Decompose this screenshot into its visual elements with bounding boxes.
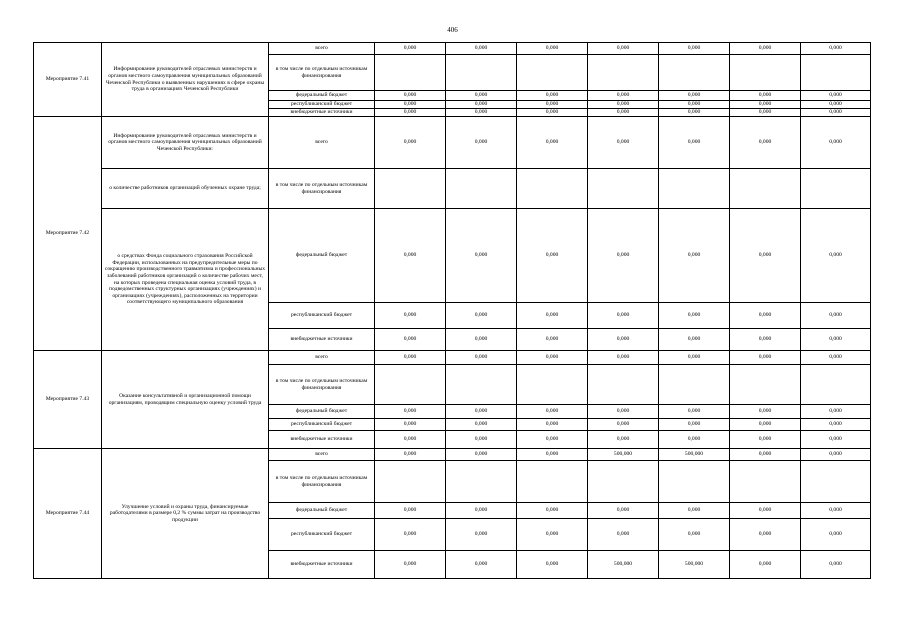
cell-value: 0,000 (517, 101, 588, 109)
cell-value: 0,000 (588, 91, 659, 101)
cell-value: 0,000 (801, 351, 871, 365)
cell-value: 0,000 (801, 519, 871, 551)
cell-value: 0,000 (517, 303, 588, 329)
cell-value: 0,000 (801, 91, 871, 101)
cell-value: 0,000 (375, 91, 446, 101)
cell-value: 0,000 (730, 449, 801, 461)
cell-value: 0,000 (588, 209, 659, 303)
row-label: республиканский бюджет (269, 303, 375, 329)
row-label: республиканский бюджет (269, 519, 375, 551)
cell-value (375, 55, 446, 91)
event-name: Мероприятие 7.44 (34, 449, 102, 579)
event-name: Мероприятие 7.43 (34, 351, 102, 449)
cell-value (801, 461, 871, 503)
row-label: федеральный бюджет (269, 503, 375, 519)
cell-value: 0,000 (446, 303, 517, 329)
cell-value: 0,000 (517, 117, 588, 169)
cell-value (517, 169, 588, 209)
cell-value (446, 461, 517, 503)
cell-value: 0,000 (446, 109, 517, 117)
cell-value: 0,000 (801, 449, 871, 461)
cell-value: 500,000 (588, 551, 659, 579)
cell-value: 0,000 (517, 431, 588, 449)
page-number: 406 (447, 26, 458, 34)
table-row (34, 169, 871, 209)
cell-value: 0,000 (730, 503, 801, 519)
cell-value: 0,000 (730, 419, 801, 431)
event-description: Улучшение условий и охраны труда, финансируемые работодателями в размере 0,2 % суммы затрат на производство продукции (102, 449, 269, 579)
cell-value: 0,000 (517, 91, 588, 101)
cell-value: 0,000 (517, 405, 588, 419)
cell-value: 0,000 (517, 329, 588, 351)
cell-value: 500,000 (659, 449, 730, 461)
cell-value: 0,000 (446, 431, 517, 449)
cell-value: 0,000 (446, 43, 517, 55)
cell-value: 0,000 (375, 405, 446, 419)
cell-value (588, 461, 659, 503)
cell-value: 0,000 (517, 109, 588, 117)
event-name: Мероприятие 7.41 (34, 43, 102, 117)
cell-value: 0,000 (517, 419, 588, 431)
cell-value: 0,000 (730, 431, 801, 449)
cell-value (730, 365, 801, 405)
cell-value: 0,000 (446, 419, 517, 431)
cell-value: 0,000 (375, 449, 446, 461)
cell-value: 500,000 (659, 551, 730, 579)
cell-value: 0,000 (588, 329, 659, 351)
cell-value: 0,000 (588, 351, 659, 365)
cell-value: 0,000 (375, 43, 446, 55)
cell-value: 0,000 (588, 109, 659, 117)
cell-value: 0,000 (659, 43, 730, 55)
cell-value: 0,000 (446, 351, 517, 365)
cell-value: 0,000 (659, 117, 730, 169)
cell-value: 0,000 (801, 43, 871, 55)
cell-value: 0,000 (730, 303, 801, 329)
cell-value: 0,000 (375, 101, 446, 109)
cell-value: 0,000 (588, 405, 659, 419)
cell-value: 0,000 (375, 109, 446, 117)
cell-value (801, 169, 871, 209)
cell-value (517, 461, 588, 503)
row-label: всего (269, 449, 375, 461)
event-description: Оказание консультативной и организационной помощи организациям, проводящим специальную оценку условий труда (102, 351, 269, 449)
cell-value: 0,000 (659, 303, 730, 329)
cell-value (659, 169, 730, 209)
cell-value: 0,000 (375, 431, 446, 449)
row-label: федеральный бюджет (269, 405, 375, 419)
cell-value: 0,000 (659, 101, 730, 109)
cell-value (730, 461, 801, 503)
cell-value (375, 365, 446, 405)
cell-value (517, 365, 588, 405)
cell-value: 0,000 (730, 209, 801, 303)
cell-value: 0,000 (375, 117, 446, 169)
cell-value: 0,000 (588, 503, 659, 519)
cell-value: 0,000 (659, 419, 730, 431)
cell-value: 0,000 (730, 519, 801, 551)
cell-value: 0,000 (446, 329, 517, 351)
cell-value: 0,000 (801, 503, 871, 519)
cell-value (375, 461, 446, 503)
cell-value: 0,000 (375, 419, 446, 431)
cell-value (446, 169, 517, 209)
cell-value: 0,000 (446, 449, 517, 461)
cell-value (659, 461, 730, 503)
cell-value: 0,000 (375, 351, 446, 365)
cell-value: 0,000 (375, 551, 446, 579)
cell-value: 0,000 (446, 91, 517, 101)
cell-value: 0,000 (730, 405, 801, 419)
cell-value: 0,000 (375, 303, 446, 329)
cell-value: 0,000 (730, 91, 801, 101)
cell-value (801, 55, 871, 91)
cell-value: 500,000 (588, 449, 659, 461)
cell-value: 0,000 (588, 303, 659, 329)
cell-value: 0,000 (659, 109, 730, 117)
cell-value (730, 169, 801, 209)
cell-value: 0,000 (801, 329, 871, 351)
cell-value (588, 365, 659, 405)
cell-value: 0,000 (659, 405, 730, 419)
cell-value: 0,000 (801, 431, 871, 449)
cell-value: 0,000 (801, 109, 871, 117)
cell-value: 0,000 (446, 503, 517, 519)
event-description: о количестве работников организаций обученных охране труда; (102, 169, 269, 209)
cell-value: 0,000 (659, 91, 730, 101)
row-label: в том числе по отдельным источникам финансирования (269, 461, 375, 503)
cell-value: 0,000 (375, 503, 446, 519)
cell-value: 0,000 (517, 551, 588, 579)
row-label: республиканский бюджет (269, 101, 375, 109)
cell-value (517, 55, 588, 91)
cell-value: 0,000 (446, 519, 517, 551)
cell-value: 0,000 (446, 209, 517, 303)
row-label: внебюджетные источники (269, 551, 375, 579)
cell-value (446, 55, 517, 91)
event-description: Информирование руководителей отраслевых министерств и органов местного самоуправления муниципальных образований Чеченской Республики: (102, 117, 269, 169)
row-label: федеральный бюджет (269, 91, 375, 101)
cell-value: 0,000 (659, 431, 730, 449)
cell-value (588, 55, 659, 91)
event-name: Мероприятие 7.42 (34, 117, 102, 351)
cell-value: 0,000 (588, 101, 659, 109)
cell-value: 0,000 (730, 551, 801, 579)
cell-value: 0,000 (730, 101, 801, 109)
cell-value: 0,000 (730, 329, 801, 351)
table-row (34, 351, 871, 365)
cell-value: 0,000 (730, 43, 801, 55)
row-label: всего (269, 43, 375, 55)
table-row (34, 209, 871, 303)
cell-value: 0,000 (659, 519, 730, 551)
cell-value: 0,000 (588, 43, 659, 55)
cell-value: 0,000 (375, 209, 446, 303)
row-label: в том числе по отдельным источникам финансирования (269, 365, 375, 405)
cell-value: 0,000 (659, 503, 730, 519)
cell-value: 0,000 (517, 43, 588, 55)
cell-value: 0,000 (801, 117, 871, 169)
event-description: Информирование руководителей отраслевых министерств и органов местного самоуправления муниципальных образований Чеченской Республики о выявленных нарушениях в сфере охраны труда в организациях Чеченской Республики (102, 43, 269, 117)
cell-value (801, 365, 871, 405)
cell-value: 0,000 (446, 405, 517, 419)
row-label: республиканский бюджет (269, 419, 375, 431)
cell-value: 0,000 (517, 503, 588, 519)
row-label: в том числе по отдельным источникам финансирования (269, 55, 375, 91)
cell-value: 0,000 (517, 209, 588, 303)
cell-value: 0,000 (801, 101, 871, 109)
cell-value: 0,000 (730, 117, 801, 169)
cell-value (659, 365, 730, 405)
cell-value: 0,000 (801, 303, 871, 329)
row-label: всего (269, 117, 375, 169)
cell-value: 0,000 (446, 117, 517, 169)
cell-value (730, 55, 801, 91)
event-description: о средствах Фонда социального страхования Российской Федерации, использованных на предупредительные меры по сокращению производственного травматизма и профессиональных заболеваний работников организаций о количестве рабочих мест, на которых проведена специальная оценка условий труда, в подведомственных структурных организациях (учреждениях) и организациях (учреждениях), расположенных на территории соответствующего муниципального образования (102, 209, 269, 351)
table-row (34, 43, 871, 55)
cell-value: 0,000 (801, 405, 871, 419)
cell-value: 0,000 (446, 101, 517, 109)
row-label: федеральный бюджет (269, 209, 375, 303)
cell-value: 0,000 (517, 449, 588, 461)
cell-value: 0,000 (659, 209, 730, 303)
funding-table (33, 42, 871, 579)
cell-value: 0,000 (588, 419, 659, 431)
cell-value (446, 365, 517, 405)
cell-value: 0,000 (517, 351, 588, 365)
cell-value: 0,000 (588, 519, 659, 551)
cell-value: 0,000 (801, 419, 871, 431)
table-row (34, 449, 871, 461)
cell-value: 0,000 (730, 351, 801, 365)
cell-value (659, 55, 730, 91)
cell-value: 0,000 (659, 351, 730, 365)
cell-value: 0,000 (375, 329, 446, 351)
cell-value: 0,000 (730, 109, 801, 117)
cell-value (375, 169, 446, 209)
cell-value: 0,000 (375, 519, 446, 551)
cell-value: 0,000 (801, 551, 871, 579)
row-label: всего (269, 351, 375, 365)
cell-value: 0,000 (801, 209, 871, 303)
table-row (34, 117, 871, 169)
cell-value: 0,000 (446, 551, 517, 579)
cell-value: 0,000 (659, 329, 730, 351)
cell-value: 0,000 (588, 117, 659, 169)
row-label: внебюджетные источники (269, 329, 375, 351)
cell-value: 0,000 (588, 431, 659, 449)
cell-value (588, 169, 659, 209)
row-label: в том числе по отдельным источникам финансирования (269, 169, 375, 209)
row-label: внебюджетные источники (269, 109, 375, 117)
cell-value: 0,000 (517, 519, 588, 551)
row-label: внебюджетные источники (269, 431, 375, 449)
